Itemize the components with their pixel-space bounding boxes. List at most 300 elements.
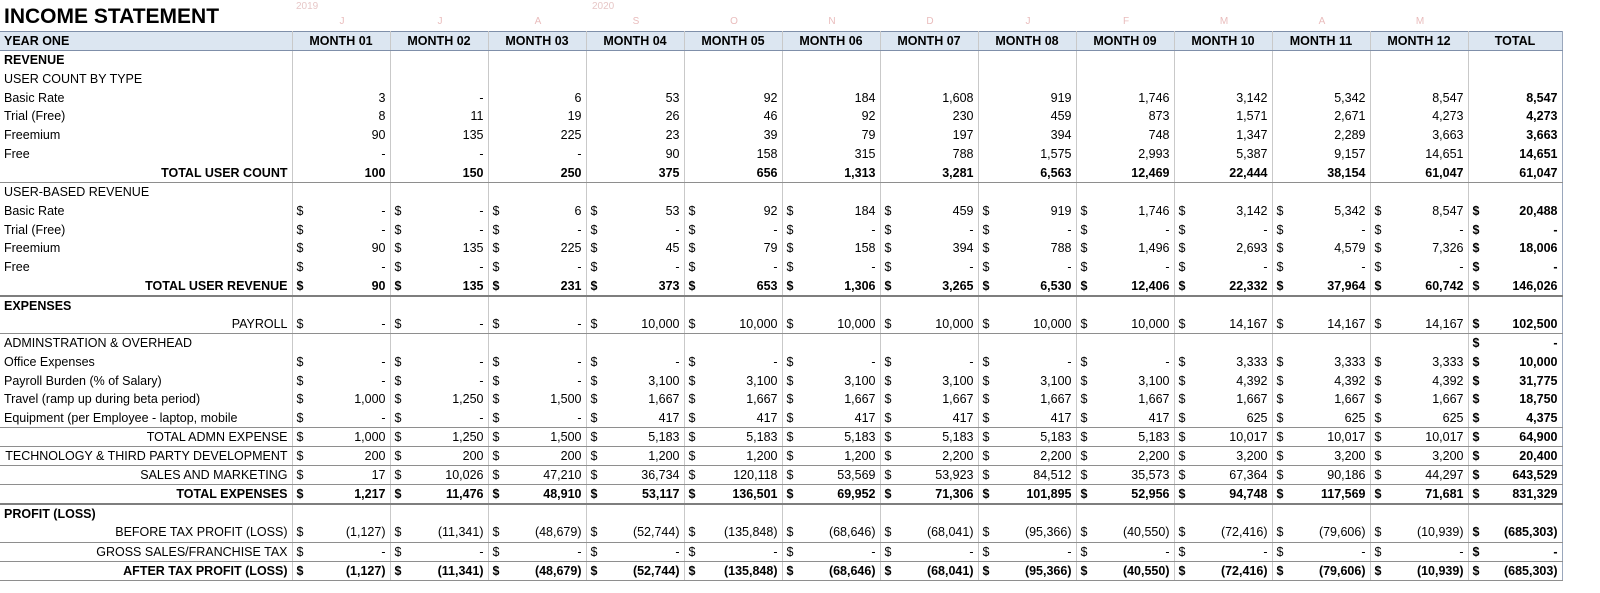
value-cell[interactable] <box>292 466 390 485</box>
row-label[interactable]: Freemium <box>0 239 292 258</box>
value-cell[interactable] <box>1174 466 1272 485</box>
row-label[interactable]: Basic Rate <box>0 88 292 107</box>
value-cell[interactable] <box>1272 258 1370 277</box>
value-cell[interactable] <box>880 409 978 428</box>
value-cell[interactable] <box>1370 182 1468 201</box>
header-column[interactable]: TOTAL <box>1468 32 1562 51</box>
value-cell[interactable] <box>586 428 684 447</box>
row-label[interactable]: REVENUE <box>0 51 292 70</box>
value-cell[interactable] <box>1370 126 1468 145</box>
value-cell[interactable] <box>390 239 488 258</box>
value-cell[interactable] <box>1370 409 1468 428</box>
value-cell[interactable] <box>586 239 684 258</box>
value-cell[interactable] <box>1272 315 1370 334</box>
value-cell[interactable] <box>488 126 586 145</box>
row-label[interactable]: USER-BASED REVENUE <box>0 182 292 201</box>
total-cell[interactable] <box>1468 428 1562 447</box>
value-cell[interactable] <box>978 145 1076 164</box>
total-cell[interactable] <box>1468 352 1562 371</box>
total-cell[interactable] <box>1468 447 1562 466</box>
value-cell[interactable] <box>1076 561 1174 580</box>
value-cell[interactable] <box>978 107 1076 126</box>
value-cell[interactable] <box>1370 561 1468 580</box>
value-cell[interactable] <box>1076 182 1174 201</box>
value-cell[interactable] <box>390 201 488 220</box>
value-cell[interactable] <box>586 182 684 201</box>
total-cell[interactable] <box>1468 239 1562 258</box>
value-cell[interactable] <box>1272 371 1370 390</box>
row-label[interactable]: Freemium <box>0 126 292 145</box>
value-cell[interactable] <box>1076 126 1174 145</box>
value-cell[interactable] <box>978 88 1076 107</box>
value-cell[interactable] <box>684 239 782 258</box>
value-cell[interactable] <box>782 296 880 315</box>
value-cell[interactable] <box>1076 352 1174 371</box>
value-cell[interactable] <box>1174 447 1272 466</box>
value-cell[interactable] <box>1272 182 1370 201</box>
value-cell[interactable] <box>684 88 782 107</box>
value-cell[interactable] <box>488 107 586 126</box>
value-cell[interactable] <box>390 107 488 126</box>
value-cell[interactable] <box>586 466 684 485</box>
value-cell[interactable] <box>1174 371 1272 390</box>
value-cell[interactable] <box>1174 182 1272 201</box>
value-cell[interactable] <box>292 523 390 542</box>
value-cell[interactable] <box>880 277 978 296</box>
total-cell[interactable] <box>1468 126 1562 145</box>
value-cell[interactable] <box>978 390 1076 409</box>
total-cell[interactable] <box>1468 51 1562 70</box>
value-cell[interactable] <box>390 542 488 561</box>
value-cell[interactable] <box>292 333 390 352</box>
value-cell[interactable] <box>488 352 586 371</box>
value-cell[interactable] <box>1272 69 1370 88</box>
value-cell[interactable] <box>978 69 1076 88</box>
value-cell[interactable] <box>1370 542 1468 561</box>
value-cell[interactable] <box>488 145 586 164</box>
value-cell[interactable] <box>586 447 684 466</box>
row-label[interactable]: Travel (ramp up during beta period) <box>0 390 292 409</box>
value-cell[interactable] <box>782 333 880 352</box>
value-cell[interactable] <box>292 409 390 428</box>
value-cell[interactable] <box>586 51 684 70</box>
value-cell[interactable] <box>1370 201 1468 220</box>
value-cell[interactable] <box>390 164 488 183</box>
value-cell[interactable] <box>1272 220 1370 239</box>
value-cell[interactable] <box>978 542 1076 561</box>
value-cell[interactable] <box>978 182 1076 201</box>
row-label[interactable]: Free <box>0 145 292 164</box>
value-cell[interactable] <box>390 352 488 371</box>
row-label[interactable]: EXPENSES <box>0 296 292 315</box>
value-cell[interactable] <box>1272 409 1370 428</box>
value-cell[interactable] <box>1272 466 1370 485</box>
value-cell[interactable] <box>1076 466 1174 485</box>
row-label[interactable]: TOTAL USER REVENUE <box>0 277 292 296</box>
value-cell[interactable] <box>1076 409 1174 428</box>
value-cell[interactable] <box>1076 145 1174 164</box>
value-cell[interactable] <box>390 504 488 523</box>
value-cell[interactable] <box>880 561 978 580</box>
value-cell[interactable] <box>1272 88 1370 107</box>
value-cell[interactable] <box>586 88 684 107</box>
value-cell[interactable] <box>1174 277 1272 296</box>
total-cell[interactable] <box>1468 182 1562 201</box>
value-cell[interactable] <box>782 390 880 409</box>
value-cell[interactable] <box>880 333 978 352</box>
value-cell[interactable] <box>1370 447 1468 466</box>
value-cell[interactable] <box>1370 333 1468 352</box>
header-column[interactable]: MONTH 06 <box>782 32 880 51</box>
value-cell[interactable] <box>684 296 782 315</box>
value-cell[interactable] <box>978 126 1076 145</box>
value-cell[interactable] <box>292 390 390 409</box>
value-cell[interactable] <box>390 409 488 428</box>
row-label[interactable]: TOTAL USER COUNT <box>0 164 292 183</box>
value-cell[interactable] <box>782 107 880 126</box>
value-cell[interactable] <box>586 220 684 239</box>
value-cell[interactable] <box>488 542 586 561</box>
row-label[interactable]: TOTAL EXPENSES <box>0 485 292 505</box>
value-cell[interactable] <box>1174 523 1272 542</box>
value-cell[interactable] <box>684 315 782 334</box>
value-cell[interactable] <box>1174 428 1272 447</box>
value-cell[interactable] <box>1174 390 1272 409</box>
value-cell[interactable] <box>488 409 586 428</box>
value-cell[interactable] <box>880 126 978 145</box>
value-cell[interactable] <box>1076 164 1174 183</box>
value-cell[interactable] <box>488 164 586 183</box>
value-cell[interactable] <box>978 371 1076 390</box>
value-cell[interactable] <box>292 220 390 239</box>
value-cell[interactable] <box>292 107 390 126</box>
value-cell[interactable] <box>292 277 390 296</box>
value-cell[interactable] <box>978 201 1076 220</box>
value-cell[interactable] <box>782 220 880 239</box>
value-cell[interactable] <box>684 542 782 561</box>
value-cell[interactable] <box>880 145 978 164</box>
value-cell[interactable] <box>782 164 880 183</box>
value-cell[interactable] <box>390 428 488 447</box>
value-cell[interactable] <box>978 296 1076 315</box>
value-cell[interactable] <box>292 145 390 164</box>
header-column[interactable]: MONTH 10 <box>1174 32 1272 51</box>
total-cell[interactable] <box>1468 542 1562 561</box>
value-cell[interactable] <box>1272 561 1370 580</box>
value-cell[interactable] <box>1174 258 1272 277</box>
value-cell[interactable] <box>684 352 782 371</box>
value-cell[interactable] <box>684 107 782 126</box>
header-column[interactable]: MONTH 11 <box>1272 32 1370 51</box>
value-cell[interactable] <box>390 126 488 145</box>
value-cell[interactable] <box>1076 523 1174 542</box>
value-cell[interactable] <box>1174 333 1272 352</box>
value-cell[interactable] <box>292 182 390 201</box>
value-cell[interactable] <box>1370 390 1468 409</box>
total-cell[interactable] <box>1468 371 1562 390</box>
value-cell[interactable] <box>1272 447 1370 466</box>
value-cell[interactable] <box>488 277 586 296</box>
value-cell[interactable] <box>880 315 978 334</box>
value-cell[interactable] <box>880 390 978 409</box>
value-cell[interactable] <box>782 447 880 466</box>
value-cell[interactable] <box>1370 428 1468 447</box>
value-cell[interactable] <box>978 447 1076 466</box>
value-cell[interactable] <box>488 239 586 258</box>
value-cell[interactable] <box>1272 352 1370 371</box>
value-cell[interactable] <box>1076 201 1174 220</box>
row-label[interactable]: PAYROLL <box>0 315 292 334</box>
value-cell[interactable] <box>1272 145 1370 164</box>
value-cell[interactable] <box>684 333 782 352</box>
value-cell[interactable] <box>1370 485 1468 505</box>
value-cell[interactable] <box>488 504 586 523</box>
value-cell[interactable] <box>292 296 390 315</box>
value-cell[interactable] <box>292 164 390 183</box>
value-cell[interactable] <box>978 164 1076 183</box>
value-cell[interactable] <box>1174 107 1272 126</box>
value-cell[interactable] <box>880 69 978 88</box>
value-cell[interactable] <box>1272 51 1370 70</box>
value-cell[interactable] <box>1272 523 1370 542</box>
value-cell[interactable] <box>684 145 782 164</box>
value-cell[interactable] <box>978 466 1076 485</box>
value-cell[interactable] <box>292 504 390 523</box>
value-cell[interactable] <box>292 126 390 145</box>
value-cell[interactable] <box>1076 296 1174 315</box>
value-cell[interactable] <box>978 239 1076 258</box>
value-cell[interactable] <box>978 277 1076 296</box>
value-cell[interactable] <box>292 69 390 88</box>
value-cell[interactable] <box>488 485 586 505</box>
header-column[interactable]: MONTH 09 <box>1076 32 1174 51</box>
total-cell[interactable] <box>1468 88 1562 107</box>
value-cell[interactable] <box>390 182 488 201</box>
value-cell[interactable] <box>1272 107 1370 126</box>
value-cell[interactable] <box>684 390 782 409</box>
value-cell[interactable] <box>1174 542 1272 561</box>
value-cell[interactable] <box>586 523 684 542</box>
value-cell[interactable] <box>586 258 684 277</box>
total-cell[interactable] <box>1468 201 1562 220</box>
value-cell[interactable] <box>1272 428 1370 447</box>
header-column[interactable]: MONTH 08 <box>978 32 1076 51</box>
row-label[interactable]: Equipment (per Employee - laptop, mobile <box>0 409 292 428</box>
value-cell[interactable] <box>586 352 684 371</box>
value-cell[interactable] <box>1370 164 1468 183</box>
value-cell[interactable] <box>1174 561 1272 580</box>
value-cell[interactable] <box>488 296 586 315</box>
value-cell[interactable] <box>880 296 978 315</box>
value-cell[interactable] <box>586 277 684 296</box>
value-cell[interactable] <box>1174 88 1272 107</box>
value-cell[interactable] <box>488 88 586 107</box>
value-cell[interactable] <box>488 51 586 70</box>
value-cell[interactable] <box>1174 51 1272 70</box>
value-cell[interactable] <box>684 69 782 88</box>
value-cell[interactable] <box>880 371 978 390</box>
value-cell[interactable] <box>1370 466 1468 485</box>
value-cell[interactable] <box>1076 69 1174 88</box>
value-cell[interactable] <box>586 561 684 580</box>
value-cell[interactable] <box>1370 277 1468 296</box>
value-cell[interactable] <box>1076 239 1174 258</box>
value-cell[interactable] <box>782 542 880 561</box>
value-cell[interactable] <box>880 523 978 542</box>
value-cell[interactable] <box>1076 390 1174 409</box>
row-label[interactable]: USER COUNT BY TYPE <box>0 69 292 88</box>
value-cell[interactable] <box>880 466 978 485</box>
value-cell[interactable] <box>292 258 390 277</box>
total-cell[interactable] <box>1468 466 1562 485</box>
value-cell[interactable] <box>684 126 782 145</box>
value-cell[interactable] <box>880 447 978 466</box>
value-cell[interactable] <box>1076 428 1174 447</box>
value-cell[interactable] <box>1272 126 1370 145</box>
value-cell[interactable] <box>488 69 586 88</box>
value-cell[interactable] <box>1370 239 1468 258</box>
value-cell[interactable] <box>1076 447 1174 466</box>
value-cell[interactable] <box>978 51 1076 70</box>
value-cell[interactable] <box>488 371 586 390</box>
value-cell[interactable] <box>1076 542 1174 561</box>
value-cell[interactable] <box>292 51 390 70</box>
value-cell[interactable] <box>488 333 586 352</box>
value-cell[interactable] <box>1076 504 1174 523</box>
value-cell[interactable] <box>390 485 488 505</box>
value-cell[interactable] <box>684 51 782 70</box>
value-cell[interactable] <box>684 504 782 523</box>
value-cell[interactable] <box>586 69 684 88</box>
value-cell[interactable] <box>292 315 390 334</box>
value-cell[interactable] <box>1174 352 1272 371</box>
total-cell[interactable] <box>1468 220 1562 239</box>
value-cell[interactable] <box>880 485 978 505</box>
total-cell[interactable] <box>1468 485 1562 505</box>
value-cell[interactable] <box>1370 88 1468 107</box>
header-column[interactable]: MONTH 12 <box>1370 32 1468 51</box>
value-cell[interactable] <box>1174 69 1272 88</box>
value-cell[interactable] <box>880 542 978 561</box>
value-cell[interactable] <box>684 561 782 580</box>
value-cell[interactable] <box>1174 315 1272 334</box>
value-cell[interactable] <box>390 258 488 277</box>
value-cell[interactable] <box>292 428 390 447</box>
value-cell[interactable] <box>1076 485 1174 505</box>
value-cell[interactable] <box>292 485 390 505</box>
value-cell[interactable] <box>782 239 880 258</box>
value-cell[interactable] <box>684 164 782 183</box>
header-column[interactable]: MONTH 05 <box>684 32 782 51</box>
value-cell[interactable] <box>586 296 684 315</box>
value-cell[interactable] <box>586 390 684 409</box>
total-cell[interactable] <box>1468 145 1562 164</box>
value-cell[interactable] <box>1272 201 1370 220</box>
value-cell[interactable] <box>978 258 1076 277</box>
value-cell[interactable] <box>1370 258 1468 277</box>
value-cell[interactable] <box>390 69 488 88</box>
value-cell[interactable] <box>586 409 684 428</box>
value-cell[interactable] <box>390 371 488 390</box>
value-cell[interactable] <box>782 485 880 505</box>
value-cell[interactable] <box>782 258 880 277</box>
value-cell[interactable] <box>880 220 978 239</box>
value-cell[interactable] <box>684 258 782 277</box>
value-cell[interactable] <box>586 333 684 352</box>
value-cell[interactable] <box>1272 390 1370 409</box>
row-label[interactable]: TOTAL ADMN EXPENSE <box>0 428 292 447</box>
total-cell[interactable] <box>1468 409 1562 428</box>
value-cell[interactable] <box>586 201 684 220</box>
value-cell[interactable] <box>586 126 684 145</box>
value-cell[interactable] <box>488 523 586 542</box>
value-cell[interactable] <box>586 542 684 561</box>
value-cell[interactable] <box>684 428 782 447</box>
value-cell[interactable] <box>978 333 1076 352</box>
value-cell[interactable] <box>292 371 390 390</box>
value-cell[interactable] <box>978 409 1076 428</box>
total-cell[interactable] <box>1468 164 1562 183</box>
value-cell[interactable] <box>1272 504 1370 523</box>
value-cell[interactable] <box>1174 504 1272 523</box>
total-cell[interactable] <box>1468 315 1562 334</box>
value-cell[interactable] <box>390 447 488 466</box>
value-cell[interactable] <box>390 315 488 334</box>
value-cell[interactable] <box>586 315 684 334</box>
value-cell[interactable] <box>684 201 782 220</box>
value-cell[interactable] <box>684 371 782 390</box>
value-cell[interactable] <box>782 561 880 580</box>
value-cell[interactable] <box>978 523 1076 542</box>
row-label[interactable]: AFTER TAX PROFIT (LOSS) <box>0 561 292 580</box>
value-cell[interactable] <box>978 561 1076 580</box>
value-cell[interactable] <box>684 182 782 201</box>
value-cell[interactable] <box>782 69 880 88</box>
value-cell[interactable] <box>1272 164 1370 183</box>
row-label[interactable]: Trial (Free) <box>0 220 292 239</box>
total-cell[interactable] <box>1468 390 1562 409</box>
value-cell[interactable] <box>880 164 978 183</box>
total-cell[interactable] <box>1468 561 1562 580</box>
value-cell[interactable] <box>488 561 586 580</box>
row-label[interactable]: SALES AND MARKETING <box>0 466 292 485</box>
row-label[interactable]: GROSS SALES/FRANCHISE TAX <box>0 542 292 561</box>
value-cell[interactable] <box>1174 239 1272 258</box>
value-cell[interactable] <box>1174 296 1272 315</box>
value-cell[interactable] <box>1174 485 1272 505</box>
value-cell[interactable] <box>782 428 880 447</box>
value-cell[interactable] <box>1370 51 1468 70</box>
value-cell[interactable] <box>684 523 782 542</box>
value-cell[interactable] <box>1370 523 1468 542</box>
row-label[interactable]: Free <box>0 258 292 277</box>
value-cell[interactable] <box>586 145 684 164</box>
value-cell[interactable] <box>880 182 978 201</box>
value-cell[interactable] <box>684 447 782 466</box>
value-cell[interactable] <box>1174 409 1272 428</box>
value-cell[interactable] <box>292 561 390 580</box>
value-cell[interactable] <box>1272 296 1370 315</box>
value-cell[interactable] <box>782 182 880 201</box>
value-cell[interactable] <box>684 485 782 505</box>
value-cell[interactable] <box>390 333 488 352</box>
value-cell[interactable] <box>390 51 488 70</box>
value-cell[interactable] <box>1076 88 1174 107</box>
row-label[interactable]: PROFIT (LOSS) <box>0 504 292 523</box>
total-cell[interactable] <box>1468 504 1562 523</box>
value-cell[interactable] <box>880 51 978 70</box>
value-cell[interactable] <box>390 466 488 485</box>
